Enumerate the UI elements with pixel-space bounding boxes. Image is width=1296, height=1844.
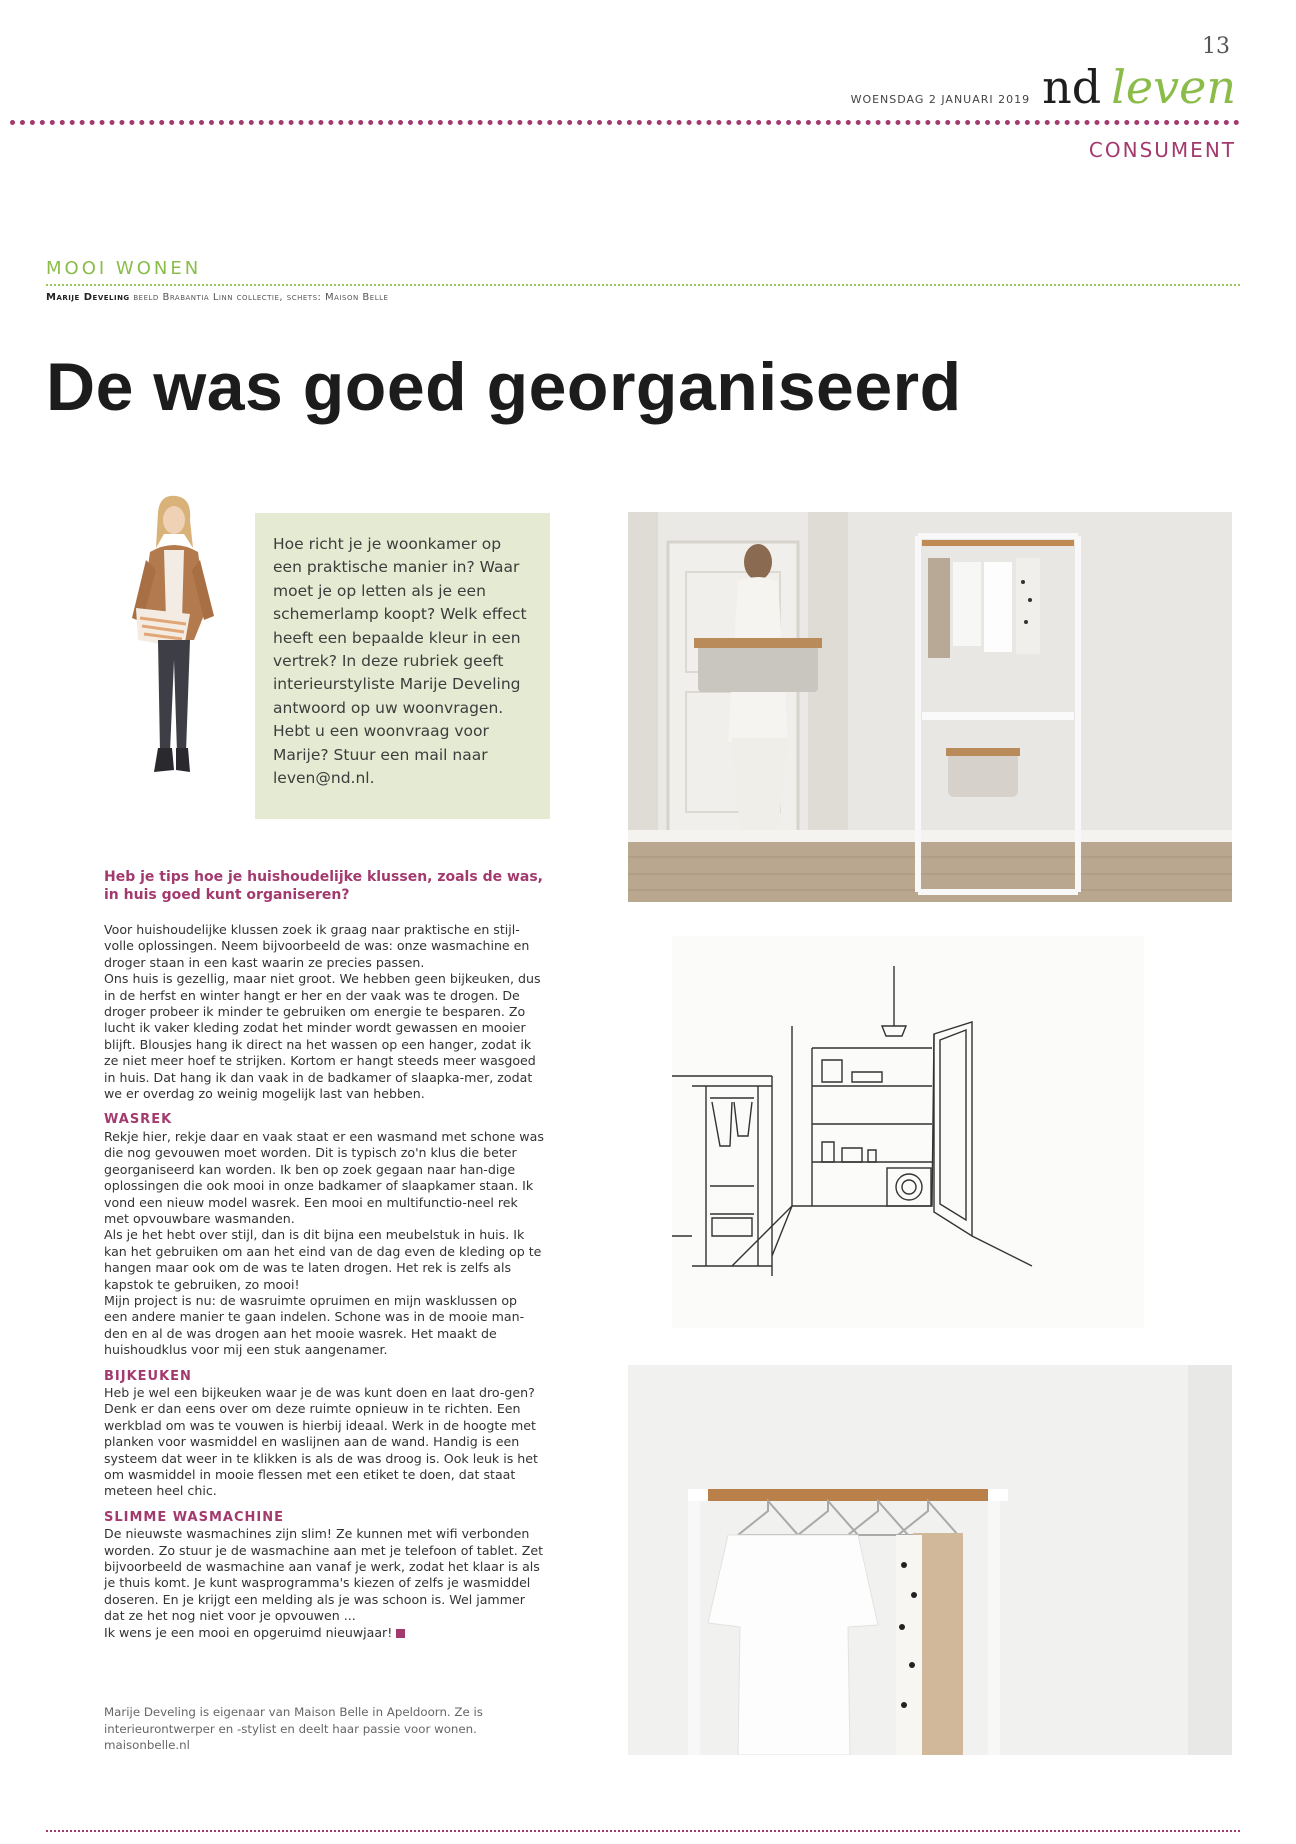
subhead-bijkeuken: BIJKEUKEN bbox=[104, 1368, 192, 1384]
subhead-slimme-wasmachine: SLIMME WASMACHINE bbox=[104, 1509, 284, 1525]
header-divider bbox=[10, 120, 1240, 125]
paragraph: Als je het hebt over stijl, dan is dit bijna een meubelstuk in huis. Ik kan het gebruiken om aan het eind van de dag even de kleding op te hangen maar ook om de was te laten drogen. Het rek is zelfs als kapstok te gebruiken, zo mooi! bbox=[104, 1227, 542, 1292]
byline-credits: beeld Brabantia Linn collectie, schets: Maison Belle bbox=[133, 292, 389, 303]
logo-leven: leven bbox=[1111, 60, 1236, 114]
paragraph: Ons huis is gezellig, maar niet groot. We hebben geen bijkeuken, dus in de herfst en winter hangt er her en der vaak was te drogen. De droger probeer ik minder te gebruiken om energie te besparen. Zo lucht ik vaker kleding zodat het minder wordt gewassen en mooier blijft. Blousjes hang ik direct na het wassen op een hanger, zodat ik ze niet meer hoef te strijken. Kortom er hangt steeds meer wasgoed in huis. Dat hang ik dan vaak in de badkamer of slaapka-mer, zodat we er overdag zo weinig mogelijk last van hebben. bbox=[104, 971, 541, 1102]
page-number: 13 bbox=[1202, 34, 1230, 59]
issue-date: WOENSDAG 2 JANUARI 2019 bbox=[850, 93, 1031, 106]
closing-text: Ik wens je een mooi en opgeruimd nieuwjaar! bbox=[104, 1624, 393, 1640]
author-portrait bbox=[98, 490, 248, 790]
rubric-divider bbox=[46, 284, 1240, 286]
closing-line bbox=[104, 1625, 544, 1641]
byline-author: Marije Develing bbox=[46, 292, 130, 303]
paragraph: Voor huishoudelijke klussen zoek ik graag naar praktische en stijl-volle oplossingen. Neem bijvoorbeeld de was: onze wasmachine en droger staan in een kast waarin ze precies passen. bbox=[104, 922, 530, 970]
intro-box: Hoe richt je je woonkamer op een praktische manier in? Waar moet je op letten als je een schemerlamp koopt? Welk effect heeft een bepaalde kleur in een vertrek? In deze rubriek geeft interieurstyliste Marije Develing antwoord op uw woonvragen. Hebt u een woonvraag voor Marije? Stuur een mail naar leven@nd.nl. bbox=[255, 513, 550, 819]
paragraph: Rekje hier, rekje daar en vaak staat er een wasmand met schone was die nog gevouwen moet worden. Dit is typisch zo'n klus die beter georganiseerd kan worden. Ik ben op zoek gegaan naar han-dige oplossingen die ook mooi in onze badkamer of slaapkamer staan. Ik vond een nieuw model wasrek. Een mooi en multifunctio-neel rek met opvouwbare wasmanden. bbox=[104, 1128, 544, 1226]
paragraph: De nieuwste wasmachines zijn slim! Ze kunnen met wifi verbonden worden. Zo stuur je de wasmachine aan met je telefoon of tablet. Zet bijvoorbeeld de wasmachine aan vanaf je werk, zodat het klaar is als je thuis komt. Je kunt wasprogramma's kiezen of zelfs je wasmiddel doseren. En je krijgt een melding als je was schoon is. Wel jammer dat ze het nog niet voor je opvouwen ... bbox=[104, 1526, 544, 1624]
byline bbox=[46, 292, 388, 303]
photo-woman-with-laundry-rack bbox=[628, 512, 1232, 902]
photo-clothes-rack bbox=[628, 1365, 1232, 1755]
subhead-wasrek: WASREK bbox=[104, 1112, 173, 1128]
article-body bbox=[104, 868, 544, 1641]
rubric-label: MOOI WONEN bbox=[46, 258, 202, 279]
logo-nd: nd bbox=[1042, 60, 1102, 114]
footer-divider bbox=[46, 1830, 1240, 1832]
page-title: De was goed georganiseerd bbox=[46, 349, 962, 425]
section-label: CONSUMENT bbox=[1088, 138, 1236, 162]
paragraph: Heb je wel een bijkeuken waar je de was kunt doen en laat dro-gen? Denk er dan eens over om deze ruimte opnieuw in te richten. Een werkblad om was te vouwen is hierbij ideaal. Werk in de hoogte met planken voor wasmiddel en waslijnen aan de wand. Handig is een systeem dat weer in te klikken is als de was droog is. Ook leuk is het om wasmiddel in mooie flessen met een etiket te doen, dat staat meteen heel chic. bbox=[104, 1384, 538, 1499]
end-mark-icon bbox=[396, 1629, 405, 1638]
masthead bbox=[851, 60, 1236, 114]
paragraph: Mijn project is nu: de wasruimte opruimen en mijn wasklussen op een andere manier te gaan indelen. Schone was in de mooie man-den en al de was drogen aan het mooie wasrek. Het maakt de huishoudklus voor mij een stuk aangenamer. bbox=[104, 1292, 525, 1358]
wash-room-sketch bbox=[672, 936, 1144, 1328]
author-bio: Marije Develing is eigenaar van Maison Belle in Apeldoorn. Ze is interieurontwerper en -stylist en deelt haar passie voor wonen. maisonbelle.nl bbox=[104, 1705, 483, 1752]
reader-question: Heb je tips hoe je huishoudelijke klussen, zoals de was, in huis goed kunt organiseren? bbox=[104, 869, 543, 903]
